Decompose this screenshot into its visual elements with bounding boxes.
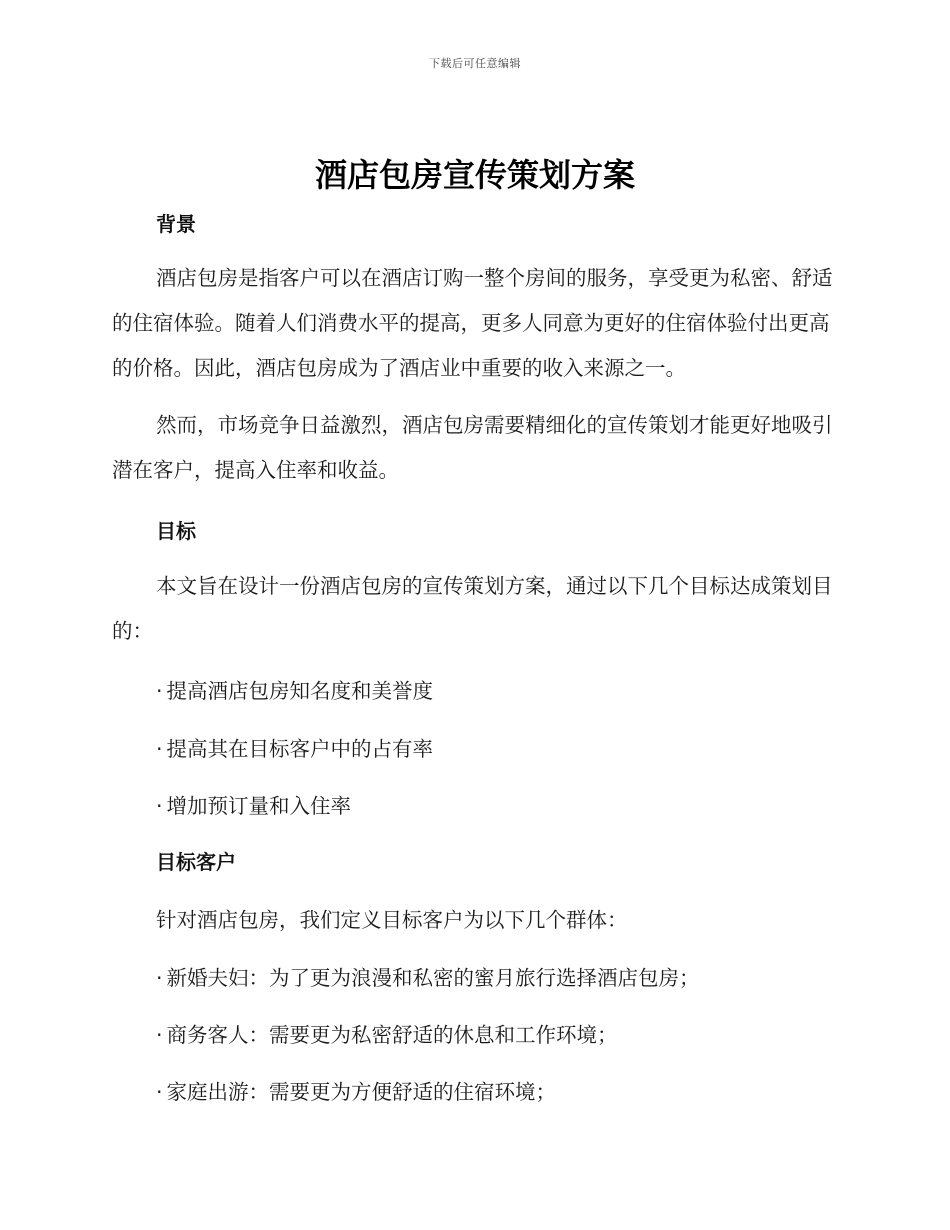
- bullet-icon: ·: [156, 679, 163, 703]
- bullet-icon: ·: [156, 1080, 163, 1104]
- section-heading-background: 背景: [156, 212, 196, 236]
- bullet-icon: ·: [156, 1023, 163, 1047]
- document-title: 酒店包房宣传策划方案: [314, 156, 635, 194]
- list-item-customer-1: [156, 961, 700, 991]
- paragraph-background-1: 酒店包房是指客户可以在酒店订购一整个房间的服务，享受更为私密、舒适的住宿体验。随着人们消费水平的提高，更多人同意为更好的住宿体验付出更高的价格。因此，酒店包房成为了酒店业中重要的收入来源之一。: [112, 266, 833, 380]
- list-item-text: 商务客人：需要更为私密舒适的休息和工作环境；: [166, 1023, 618, 1047]
- paragraph-target-intro: 针对酒店包房，我们定义目标客户为以下几个群体：: [156, 908, 628, 932]
- list-item-goal-3: [156, 789, 351, 819]
- section-heading-target-customers: 目标客户: [156, 850, 236, 874]
- paragraph-goals-intro: 本文旨在设计一份酒店包房的宣传策划方案，通过以下几个目标达成策划目的：: [112, 574, 833, 643]
- bullet-icon: ·: [156, 966, 163, 990]
- list-item-customer-3: [156, 1075, 556, 1105]
- list-item-customer-2: [156, 1018, 618, 1048]
- list-item-goal-2: [156, 732, 433, 762]
- header-note: 下载后可任意编辑: [429, 57, 521, 70]
- list-item-text: 增加预订量和入住率: [166, 794, 352, 818]
- bullet-icon: ·: [156, 737, 163, 761]
- section-heading-goals: 目标: [156, 519, 196, 543]
- list-item-text: 提高其在目标客户中的占有率: [166, 737, 434, 761]
- list-item-text: 新婚夫妇：为了更为浪漫和私密的蜜月旅行选择酒店包房；: [166, 966, 700, 990]
- bullet-icon: ·: [156, 794, 163, 818]
- list-item-text: 提高酒店包房知名度和美誉度: [166, 679, 434, 703]
- list-item-goal-1: [156, 674, 433, 704]
- list-item-text: 家庭出游：需要更为方便舒适的住宿环境；: [166, 1080, 557, 1104]
- paragraph-background-2: 然而，市场竞争日益激烈，酒店包房需要精细化的宣传策划才能更好地吸引潜在客户，提高入住率和收益。: [112, 413, 833, 482]
